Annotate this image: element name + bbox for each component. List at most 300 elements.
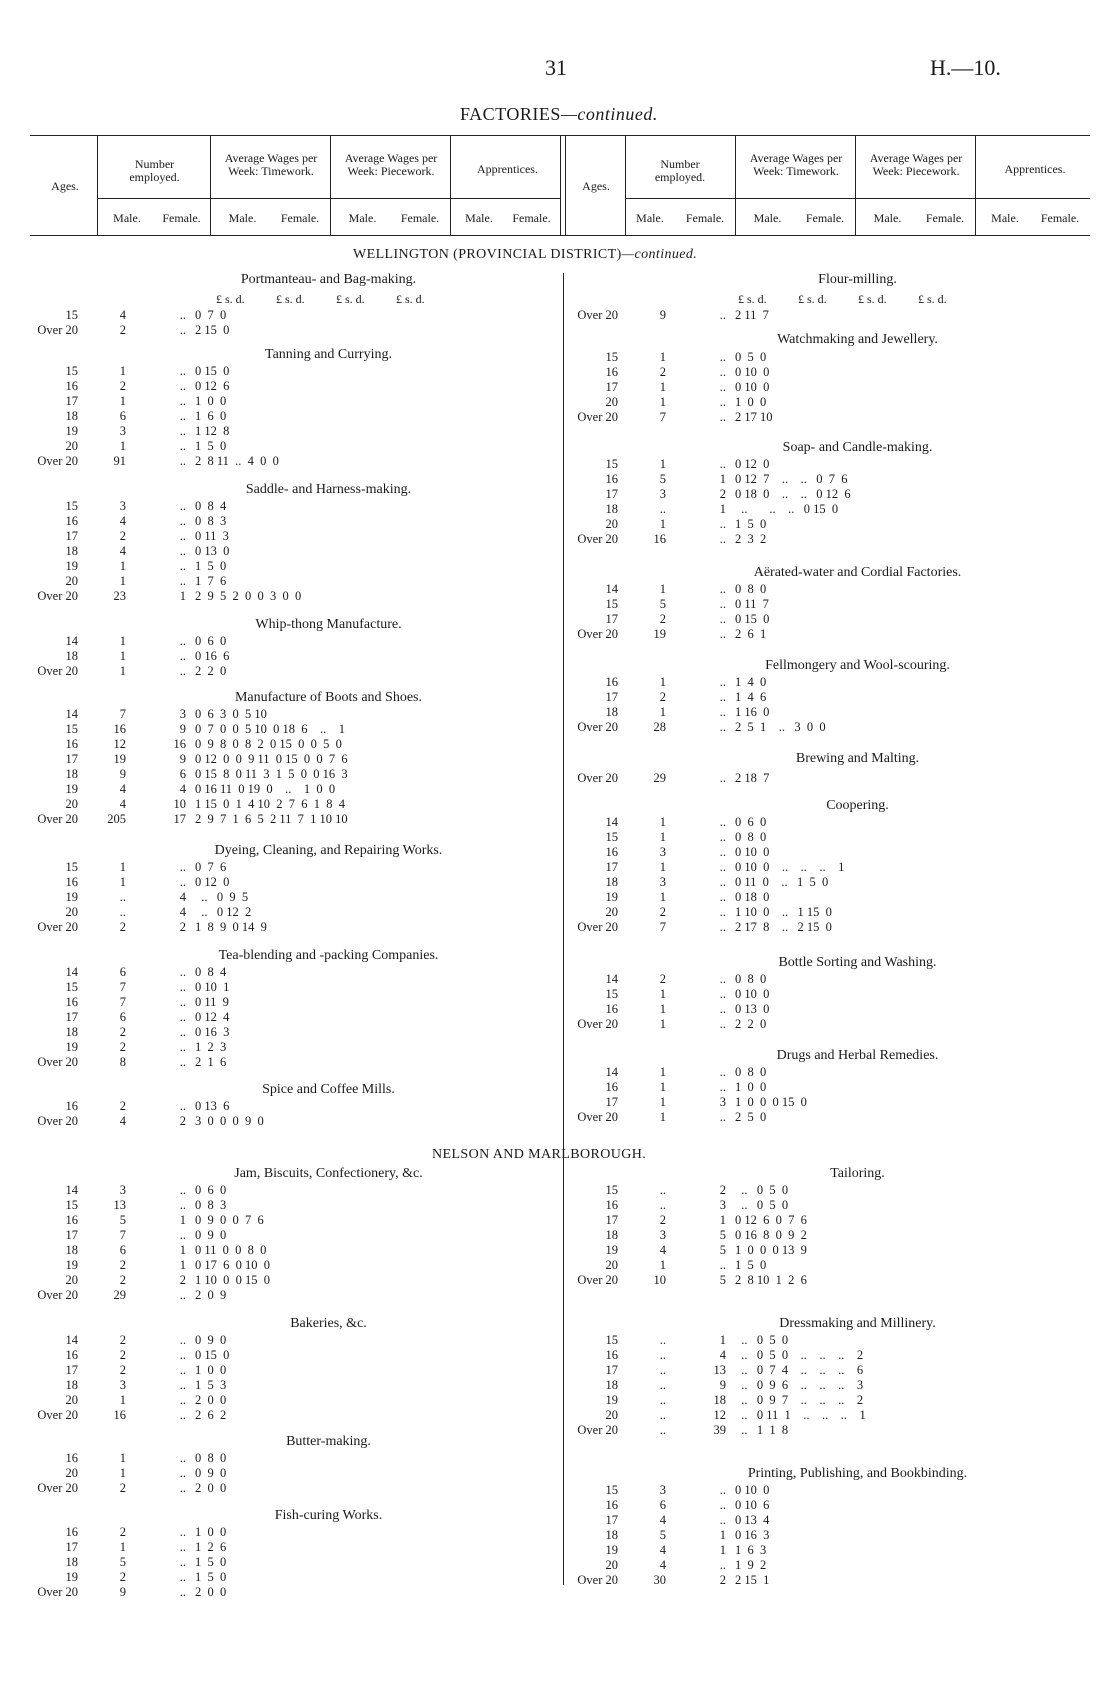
cell-age: 14: [605, 1065, 618, 1079]
cell-wages: 3 0 0 0 9 0: [195, 1114, 264, 1128]
cell-age: 14: [605, 972, 618, 986]
cell-female: ..: [179, 1408, 186, 1422]
cell-male: 1: [659, 582, 666, 596]
cell-wages: 0 9 8 0 8 2 0 15 0 0 5 0: [195, 737, 342, 751]
cell-wages: 2 5 0: [735, 1110, 767, 1124]
cell-age: 20: [65, 797, 78, 811]
cell-male: 1: [659, 1110, 666, 1124]
cell-wages: 1 5 0: [195, 1555, 227, 1569]
table-row: [570, 1110, 807, 1125]
cell-male: 1: [659, 860, 666, 874]
cell-age: 17: [65, 1540, 78, 1554]
header-male-left-1: Male.: [113, 211, 141, 225]
cell-wages: 0 10 0: [735, 365, 770, 379]
table-row: [30, 1570, 226, 1585]
table-row: [570, 1498, 769, 1513]
table-row: [30, 424, 279, 439]
table-row: [570, 1543, 769, 1558]
cell-female: ..: [719, 860, 726, 874]
cell-wages: 1 10 0 .. 1 15 0: [735, 905, 832, 919]
cell-wages: 1 15 0 1 4 10 2 7 6 1 8 4: [195, 797, 345, 811]
currency-right-4: £ s. d.: [918, 292, 947, 306]
cell-female: ..: [179, 664, 186, 678]
currency-right-3: £ s. d.: [858, 292, 887, 306]
table-row: [570, 1378, 866, 1393]
cell-wages: 0 11 9: [195, 995, 229, 1009]
cell-female: ..: [719, 890, 726, 904]
table-row: [570, 410, 773, 425]
cell-wages: 0 6 0: [195, 634, 227, 648]
table-row: [30, 767, 348, 782]
page-title: [460, 104, 658, 125]
cell-female: ..: [179, 1228, 186, 1242]
cell-female: 39: [713, 1423, 726, 1437]
cell-male: 4: [119, 514, 126, 528]
cell-wages: 0 9 0: [195, 1228, 227, 1242]
cell-male: 3: [119, 499, 126, 513]
cell-wages: 0 8 4: [195, 499, 227, 513]
table-row: [30, 1273, 270, 1288]
cell-age: 16: [605, 845, 618, 859]
cell-age: Over 20: [577, 1273, 618, 1287]
cell-age: Over 20: [577, 410, 618, 424]
cell-male: 5: [659, 1528, 666, 1542]
table-row: [30, 439, 279, 454]
cell-age: 20: [605, 1408, 618, 1422]
cell-age: 14: [605, 582, 618, 596]
cell-age: Over 20: [37, 1481, 78, 1495]
cell-age: 14: [65, 1183, 78, 1197]
cell-age: 14: [65, 707, 78, 721]
table-row: [30, 529, 301, 544]
cell-age: 16: [65, 379, 78, 393]
cell-wages: 0 7 0: [195, 308, 227, 322]
cell-male: 2: [119, 323, 126, 337]
cell-age: 15: [65, 364, 78, 378]
cell-male: 8: [119, 1055, 126, 1069]
cell-male: 3: [659, 1483, 666, 1497]
cell-wages: 2 0 0: [195, 1393, 227, 1407]
industry-title-flour: Flour-milling.: [818, 272, 897, 287]
cell-male: 1: [659, 1065, 666, 1079]
cell-male: 2: [659, 972, 666, 986]
cell-female: ..: [179, 424, 186, 438]
table-row: [570, 1228, 807, 1243]
cell-age: Over 20: [37, 920, 78, 934]
header-male-left-4: Male.: [465, 211, 493, 225]
cell-wages: 0 16 3: [195, 1025, 230, 1039]
cell-female: ..: [719, 1110, 726, 1124]
section-nelson: NELSON AND MARLBOROUGH.: [432, 1147, 647, 1162]
cell-wages: 1 5 0: [735, 1258, 767, 1272]
cell-female: ..: [179, 323, 186, 337]
cell-wages: .. 0 12 2: [195, 905, 252, 919]
industry-table-boots: [30, 707, 348, 827]
cell-female: ..: [179, 1288, 186, 1302]
table-row: [30, 574, 301, 589]
cell-wages: 2 2 0: [735, 1017, 767, 1031]
cell-female: 3: [719, 1095, 726, 1109]
table-row: [30, 1466, 226, 1481]
table-row: [570, 1483, 769, 1498]
cell-age: Over 20: [577, 1423, 618, 1437]
cell-male: ..: [659, 502, 666, 516]
industry-table-aerated: [570, 582, 769, 642]
cell-female: 1: [719, 1528, 726, 1542]
cell-male: 16: [113, 1408, 126, 1422]
table-row: [570, 1273, 807, 1288]
cell-age: Over 20: [577, 627, 618, 641]
cell-wages: 0 8 0: [735, 582, 767, 596]
cell-age: 16: [65, 1525, 78, 1539]
cell-wages: 1 0 0: [195, 1525, 227, 1539]
industry-table-spice: [30, 1099, 264, 1129]
table-row: [30, 559, 301, 574]
cell-age: 16: [605, 472, 618, 486]
cell-wages: 1 5 0: [735, 517, 767, 531]
cell-wages: 0 9 0: [195, 1466, 227, 1480]
cell-male: 1: [659, 350, 666, 364]
industry-title-dressmaking: Dressmaking and Millinery.: [779, 1316, 936, 1331]
cell-male: 1: [119, 1451, 126, 1465]
table-row: [570, 350, 773, 365]
cell-female: 6: [179, 767, 186, 781]
table-row: [30, 980, 229, 995]
cell-wages: .. 0 5 0: [735, 1198, 789, 1212]
cell-male: 1: [659, 1002, 666, 1016]
cell-female: ..: [179, 544, 186, 558]
cell-female: 2: [179, 1114, 186, 1128]
cell-age: Over 20: [37, 323, 78, 337]
industry-title-tanning: Tanning and Currying.: [265, 347, 392, 362]
cell-age: Over 20: [577, 720, 618, 734]
cell-age: 16: [65, 1348, 78, 1362]
cell-female: ..: [179, 860, 186, 874]
cell-age: 18: [65, 409, 78, 423]
cell-wages: 1 5 0: [195, 439, 227, 453]
header-apprentices-right: Apprentices.: [1004, 162, 1066, 176]
cell-female: ..: [179, 409, 186, 423]
currency-right-2: £ s. d.: [798, 292, 827, 306]
cell-wages: 0 12 7 .. .. 0 7 6: [735, 472, 848, 486]
table-row: [30, 649, 229, 664]
cell-wages: 2 0 0: [195, 1481, 227, 1495]
cell-male: 1: [119, 875, 126, 889]
table-row: [570, 1080, 807, 1095]
industry-title-spice: Spice and Coffee Mills.: [262, 1082, 395, 1097]
cell-female: ..: [719, 365, 726, 379]
table-row: [570, 1363, 866, 1378]
cell-wages: 0 5 0: [735, 350, 767, 364]
cell-male: 6: [119, 965, 126, 979]
table-row: [570, 502, 851, 517]
cell-age: 20: [65, 1273, 78, 1287]
cell-wages: 0 15 0: [735, 612, 770, 626]
cell-female: ..: [179, 529, 186, 543]
cell-wages: 1 0 0: [195, 1363, 227, 1377]
cell-male: 1: [119, 664, 126, 678]
cell-female: ..: [719, 845, 726, 859]
header-female-left-4: Female.: [512, 211, 551, 225]
cell-female: 1: [719, 502, 726, 516]
cell-wages: 0 9 0: [195, 1333, 227, 1347]
cell-wages: 0 10 0: [735, 1483, 770, 1497]
cell-female: ..: [719, 972, 726, 986]
cell-age: 19: [65, 782, 78, 796]
page-number: 31: [545, 55, 567, 80]
cell-male: 2: [659, 905, 666, 919]
cell-female: 4: [179, 890, 186, 904]
table-row: [570, 1198, 807, 1213]
industry-table-tea: [30, 965, 229, 1070]
table-row: [570, 845, 844, 860]
cell-male: 3: [659, 875, 666, 889]
cell-male: ..: [659, 1363, 666, 1377]
cell-wages: 0 15 0: [195, 1348, 230, 1362]
table-row: [30, 1040, 229, 1055]
cell-wages: 0 10 0: [735, 987, 770, 1001]
cell-male: 4: [119, 1114, 126, 1128]
cell-age: 19: [65, 1040, 78, 1054]
cell-male: 1: [659, 1258, 666, 1272]
industry-title-saddle: Saddle- and Harness-making.: [245, 482, 412, 497]
cell-age: 16: [65, 995, 78, 1009]
cell-wages: .. 0 5 0: [735, 1183, 789, 1197]
cell-age: 19: [605, 1393, 618, 1407]
table-row: [30, 1288, 270, 1303]
cell-male: ..: [119, 890, 126, 904]
cell-wages: 1 4 6: [735, 690, 767, 704]
header-timework-right: Average Wages per Week: Timework.: [749, 151, 843, 178]
header-male-right-1: Male.: [636, 211, 664, 225]
table-row: [30, 782, 348, 797]
cell-female: ..: [179, 364, 186, 378]
cell-female: ..: [719, 920, 726, 934]
industry-title-portmanteau: Portmanteau- and Bag-making.: [240, 272, 417, 287]
cell-male: 1: [119, 439, 126, 453]
cell-male: 1: [119, 394, 126, 408]
cell-wages: 0 8 0: [735, 830, 767, 844]
table-row: [570, 890, 844, 905]
table-row: [570, 771, 769, 786]
cell-wages: 0 11 0 .. 1 5 0: [735, 875, 829, 889]
cell-male: 12: [113, 737, 126, 751]
industry-table-tailoring: [570, 1183, 807, 1288]
table-row: [570, 1573, 769, 1588]
table-row: [570, 972, 769, 987]
cell-age: 16: [65, 1213, 78, 1227]
table-row: [570, 1408, 866, 1423]
cell-male: 1: [659, 987, 666, 1001]
table-row: [570, 612, 769, 627]
cell-wages: 2 9 5 2 0 0 3 0 0: [195, 589, 302, 603]
cell-male: ..: [659, 1393, 666, 1407]
cell-wages: 1 9 2: [735, 1558, 767, 1572]
cell-wages: 2 15 1: [735, 1573, 770, 1587]
table-row: [30, 890, 267, 905]
cell-age: 15: [605, 597, 618, 611]
table-row: [30, 1540, 226, 1555]
cell-male: 23: [113, 589, 126, 603]
cell-male: 1: [119, 574, 126, 588]
cell-wages: 1 0 0: [195, 394, 227, 408]
cell-wages: 1 0 0 0 15 0: [735, 1095, 807, 1109]
cell-male: 9: [119, 1585, 126, 1599]
cell-age: 20: [605, 905, 618, 919]
cell-wages: .. 1 1 8: [735, 1423, 789, 1437]
cell-age: 17: [605, 690, 618, 704]
table-row: [30, 1010, 229, 1025]
cell-wages: 1 6 0: [195, 409, 227, 423]
cell-age: 17: [605, 1095, 618, 1109]
cell-age: 16: [65, 1099, 78, 1113]
industry-title-bottle: Bottle Sorting and Washing.: [778, 955, 937, 970]
cell-wages: .. 0 7 4 .. .. .. 6: [735, 1363, 864, 1377]
cell-female: 17: [173, 812, 186, 826]
cell-male: 1: [119, 364, 126, 378]
table-row: [570, 1333, 866, 1348]
cell-female: ..: [719, 830, 726, 844]
cell-male: 7: [119, 707, 126, 721]
cell-male: 5: [119, 1213, 126, 1227]
cell-male: 2: [119, 1333, 126, 1347]
header-piecework-right: Average Wages per Week: Piecework.: [869, 151, 963, 178]
header-ages-right: Ages.: [582, 179, 610, 193]
table-row: [570, 517, 851, 532]
header-female-left-2: Female.: [280, 211, 320, 225]
cell-wages: 0 16 3: [735, 1528, 770, 1542]
title-suffix: —continued.: [560, 104, 658, 124]
cell-female: ..: [179, 980, 186, 994]
cell-wages: 1 12 8: [195, 424, 230, 438]
title-main: FACTORIES: [460, 104, 561, 124]
table-row: [570, 720, 826, 735]
cell-male: 4: [659, 1543, 666, 1557]
cell-age: 20: [65, 439, 78, 453]
cell-female: ..: [719, 720, 726, 734]
cell-age: 16: [605, 1080, 618, 1094]
cell-age: 14: [65, 1333, 78, 1347]
table-row: [570, 395, 773, 410]
table-row: [30, 797, 348, 812]
cell-age: 18: [65, 1243, 78, 1257]
header-ages-left: Ages.: [51, 179, 79, 193]
cell-male: 7: [659, 410, 666, 424]
table-row: [30, 1378, 229, 1393]
table-row: [30, 752, 348, 767]
cell-wages: 0 6 0: [195, 1183, 227, 1197]
cell-wages: 0 6 0: [735, 815, 767, 829]
cell-male: 1: [119, 649, 126, 663]
cell-male: ..: [659, 1348, 666, 1362]
cell-age: Over 20: [577, 1017, 618, 1031]
cell-wages: 0 18 0: [735, 890, 770, 904]
cell-male: 9: [659, 308, 666, 322]
cell-wages: 2 0 9: [195, 1288, 227, 1302]
cell-wages: 1 6 3: [735, 1543, 767, 1557]
cell-female: ..: [719, 410, 726, 424]
table-row: [30, 1198, 270, 1213]
cell-male: 3: [659, 845, 666, 859]
cell-male: 3: [119, 424, 126, 438]
cell-male: 3: [659, 1228, 666, 1242]
cell-age: 17: [605, 612, 618, 626]
header-male-left-3: Male.: [348, 211, 377, 225]
cell-wages: 0 15 0: [195, 364, 230, 378]
cell-age: 18: [605, 1228, 618, 1242]
cell-male: 6: [119, 409, 126, 423]
cell-age: 16: [605, 1498, 618, 1512]
cell-age: 17: [65, 529, 78, 543]
table-row: [30, 664, 229, 679]
currency-left-3: £ s. d.: [336, 292, 365, 306]
currency-right-1: £ s. d.: [738, 292, 767, 306]
table-row: [570, 582, 769, 597]
cell-age: 15: [65, 980, 78, 994]
industry-title-brewing: Brewing and Malting.: [795, 751, 920, 766]
cell-female: ..: [719, 1483, 726, 1497]
header-piecework-left: Average Wages per Week: Piecework.: [344, 151, 438, 178]
industry-title-tailoring: Tailoring.: [830, 1166, 885, 1181]
table-row: [570, 705, 826, 720]
table-row: [30, 1213, 270, 1228]
cell-age: Over 20: [37, 1408, 78, 1422]
industry-table-drugs: [570, 1065, 807, 1125]
cell-wages: 0 8 4: [195, 965, 227, 979]
cell-female: ..: [719, 690, 726, 704]
cell-age: Over 20: [37, 1114, 78, 1128]
cell-male: 3: [119, 1183, 126, 1197]
cell-age: Over 20: [37, 664, 78, 678]
cell-male: 91: [113, 454, 126, 468]
cell-female: ..: [719, 1558, 726, 1572]
table-row: [30, 1393, 229, 1408]
cell-age: 17: [605, 1363, 618, 1377]
cell-wages: 0 9 0 0 7 6: [195, 1213, 264, 1227]
section-wellington: [353, 247, 697, 263]
cell-age: 17: [605, 860, 618, 874]
cell-wages: 0 18 0 .. .. 0 12 6: [735, 487, 851, 501]
cell-female: ..: [719, 1498, 726, 1512]
cell-female: ..: [179, 1466, 186, 1480]
cell-male: ..: [659, 1423, 666, 1437]
table-row: [30, 812, 348, 827]
cell-wages: 2 8 11 .. 4 0 0: [195, 454, 279, 468]
table-row: [30, 1525, 226, 1540]
table-row: [30, 1451, 226, 1466]
cell-age: 18: [605, 875, 618, 889]
cell-age: 17: [605, 380, 618, 394]
cell-male: 30: [653, 1573, 666, 1587]
cell-age: 16: [605, 1198, 618, 1212]
industry-title-fish: Fish-curing Works.: [274, 1508, 383, 1523]
cell-age: 20: [65, 1393, 78, 1407]
cell-wages: 0 12 0: [195, 875, 230, 889]
cell-female: ..: [179, 965, 186, 979]
cell-male: 1: [659, 1095, 666, 1109]
cell-female: 9: [179, 752, 186, 766]
cell-age: 18: [65, 1378, 78, 1392]
cell-age: 16: [605, 1348, 618, 1362]
cell-male: 2: [659, 365, 666, 379]
cell-male: ..: [659, 1378, 666, 1392]
cell-male: 3: [119, 1378, 126, 1392]
cell-age: 18: [65, 649, 78, 663]
cell-female: ..: [179, 1010, 186, 1024]
cell-wages: .. 0 5 0 .. .. .. 2: [735, 1348, 864, 1362]
table-row: [30, 722, 348, 737]
cell-age: 15: [605, 987, 618, 1001]
